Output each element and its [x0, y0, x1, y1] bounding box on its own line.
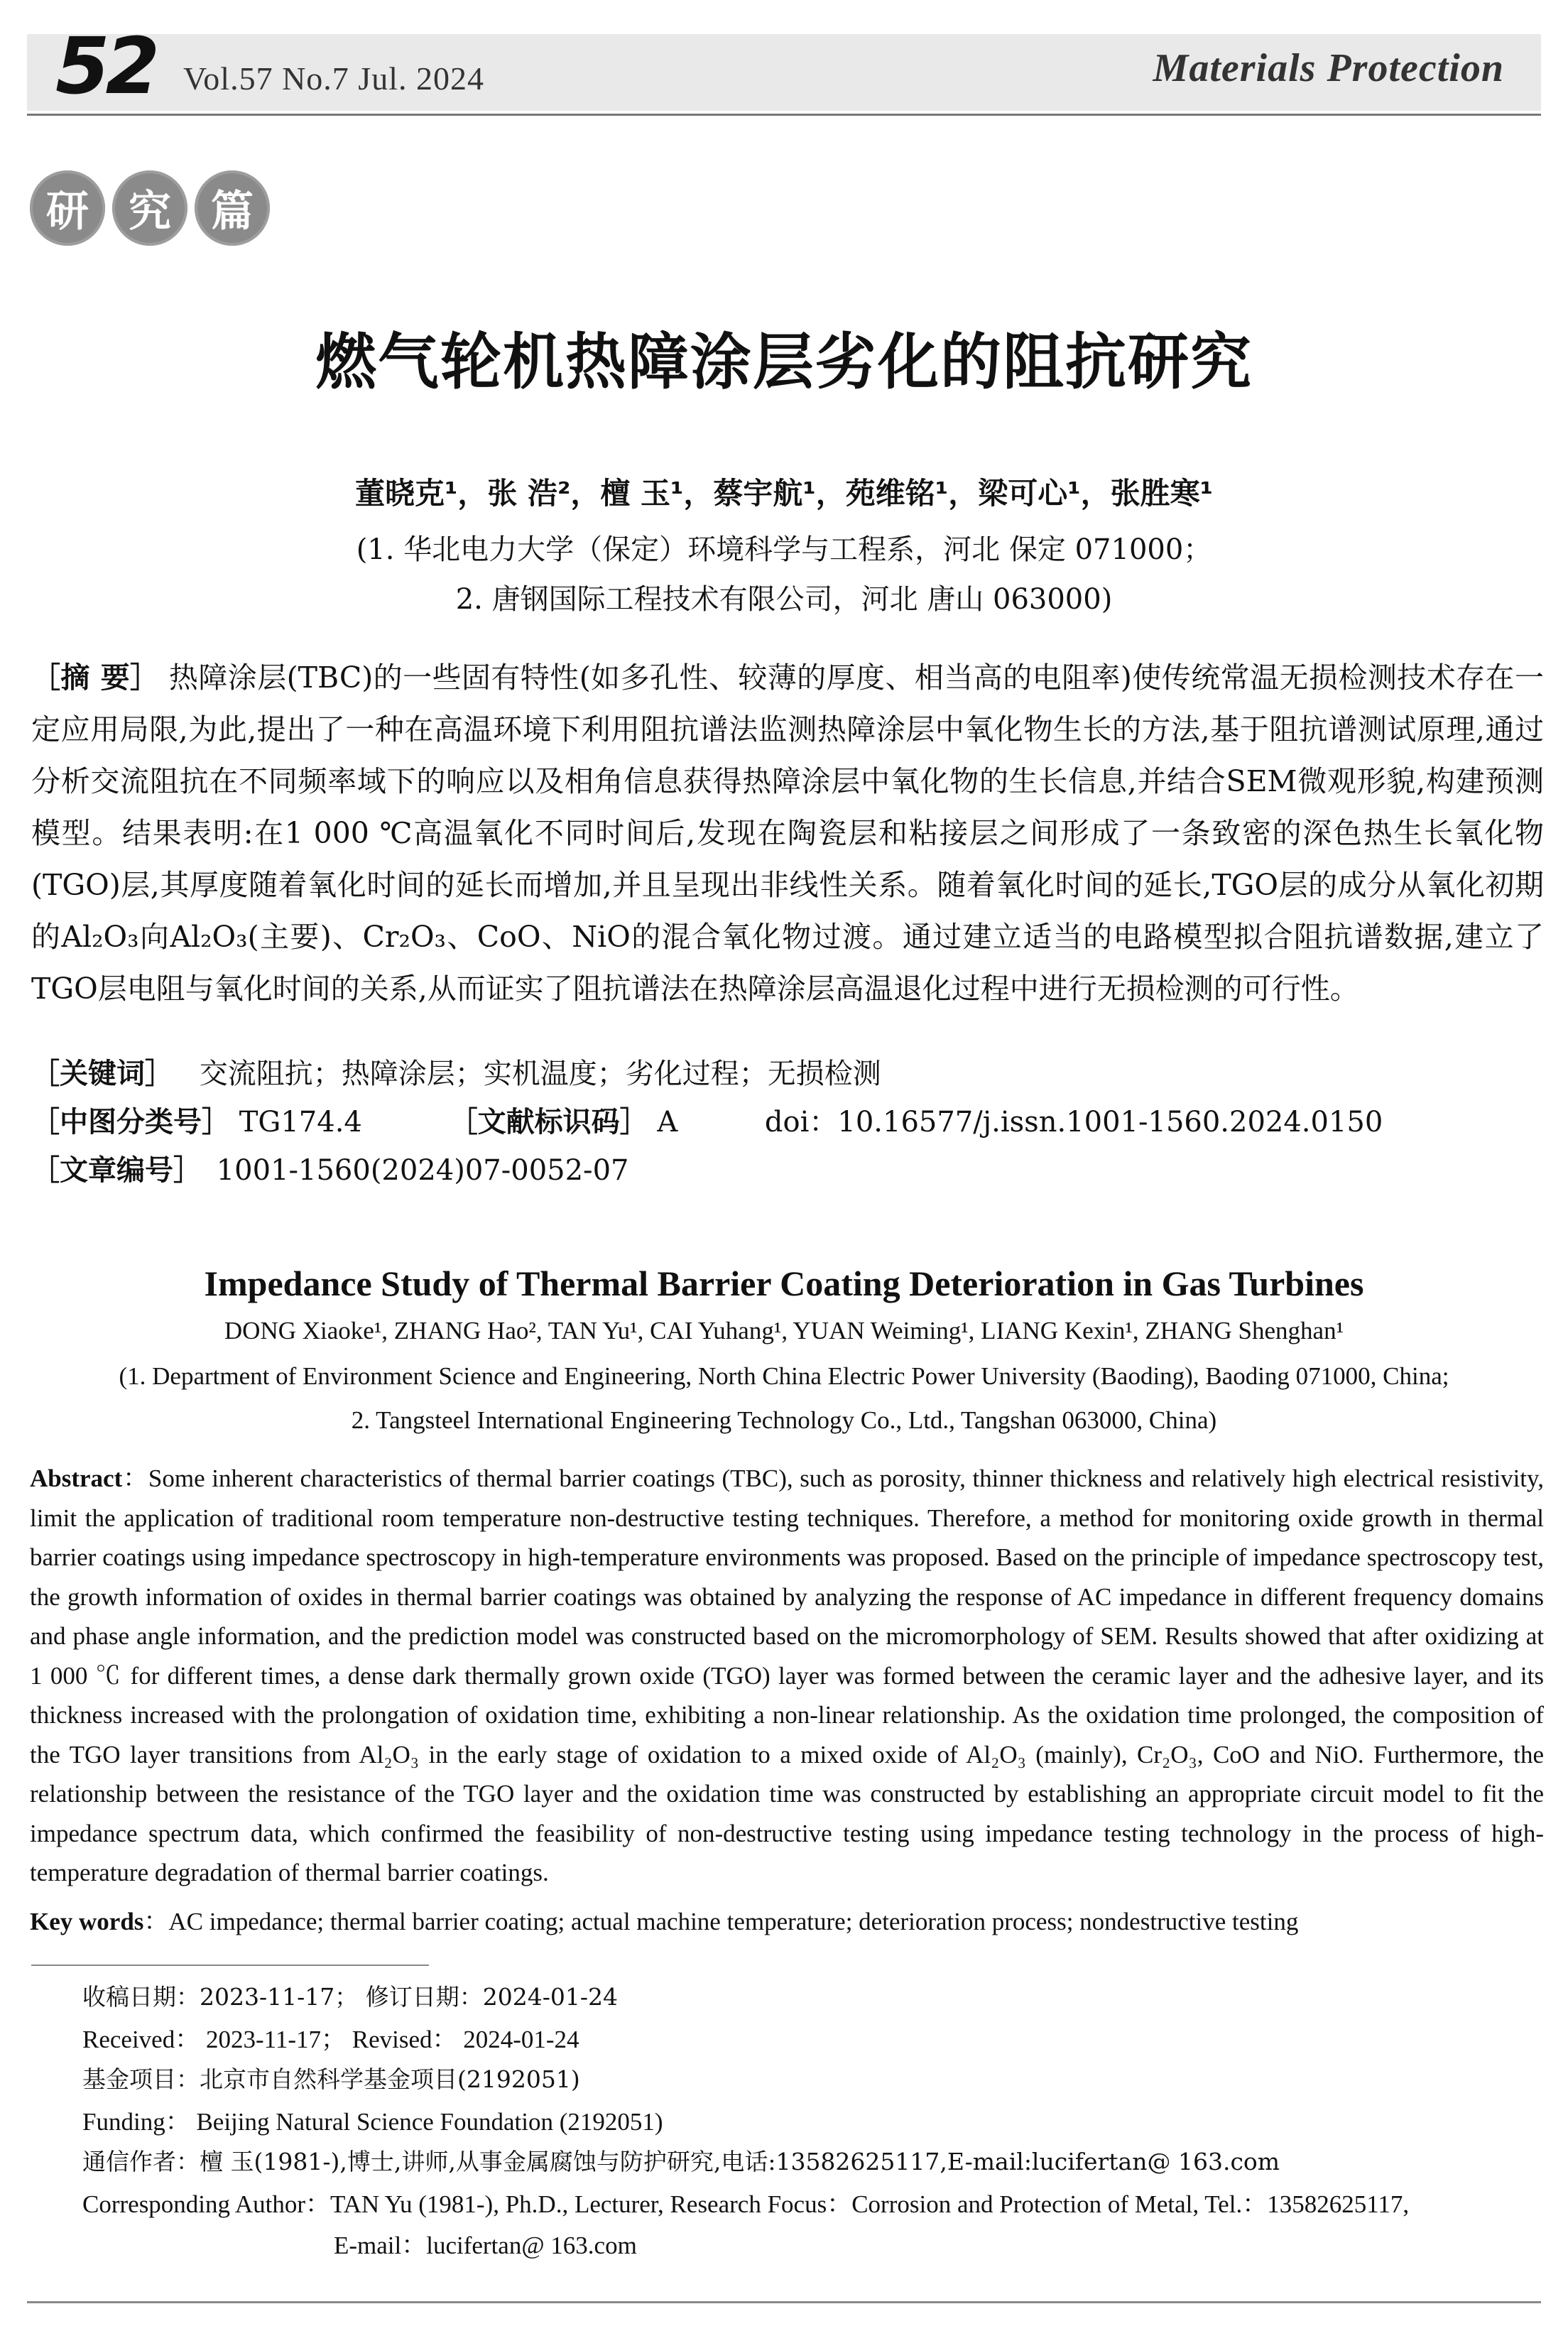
cn-article-number [31, 1148, 628, 1188]
cn-classification [31, 1099, 1383, 1140]
footnote-corresponding-en: Corresponding Author：TAN Yu (1981-), Ph.D., Lecturer, Research Focus：Corrosion and Protection of Metal, Tel.：13582625117, [82, 2190, 1410, 2218]
cn-title: 燃气轮机热障涂层劣化的阻抗研究 [315, 327, 1253, 398]
cn-clc-label: ［中图分类号］ [31, 1106, 230, 1139]
cn-affiliation-2: 2. 唐钢国际工程技术有限公司，河北 唐山 063000) [455, 583, 1113, 616]
section-badge: 篇 [195, 170, 270, 246]
cn-abstract-text: 热障涂层(TBC)的一些固有特性(如多孔性、较薄的厚度、相当高的电阻率)使传统常温无损检测技术存在一定应用局限,为此,提出了一种在高温环境下利用阻抗谱法监测热障涂层中氧化物生长的方法,基于阻抗谱测试原理,通过分析交流阻抗在不同频率域下的响应以及相角信息获得热障涂层中氧化物的生长信息,并结合SEM微观形貌,构建预测模型。结果表明:在1 000 ℃高温氧化不同时间后,发现在陶瓷层和粘接层之间形成了一条致密的深色热生长氧化物(TGO)层,其厚度随着氧化时间的延长而增加,并且呈现出非线性关系。随着氧化时间的延长,TGO层的成分从氧化初期的Al₂O₃向Al₂O₃(主要)、Cr₂O₃、CoO、NiO的混合氧化物过渡。通过建立适当的电路模型拟合阻抗谱数据,建立了TGO层电阻与氧化时间的关系,从而证实了阻抗谱法在热障涂层高温退化过程中进行无损检测的可行性。 [31, 661, 1544, 1006]
en-affiliation-2: 2. Tangsteel International Engineering Technology Co., Ltd., Tangshan 063000, China) [351, 1406, 1217, 1434]
cn-keywords-text: 交流阻抗；热障涂层；实机温度；劣化过程；无损检测 [199, 1058, 881, 1090]
cn-authors: 董晓克¹，张 浩²，檀 玉¹，蔡宇航¹，苑维铭¹，梁可心¹，张胜寒¹ [354, 476, 1213, 511]
page-number: 52 [55, 21, 156, 112]
cn-abstract-label: ［摘 要］ [31, 661, 160, 695]
en-keywords-text: ：AC impedance; thermal barrier coating; actual machine temperature; deterioration process; nondestructive testing [143, 1908, 1299, 1935]
section-badge: 究 [112, 170, 187, 246]
en-abstract [30, 1459, 1544, 1893]
cn-clc-value: TG174.4 [239, 1106, 362, 1139]
footnote-corresponding-cn: 通信作者：檀 玉(1981-),博士,讲师,从事金属腐蚀与防护研究,电话:13582625117,E-mail:lucifertan@ 163.com [82, 2148, 1280, 2175]
footnote-funding-cn: 基金项目：北京市自然科学基金项目(2192051) [82, 2065, 580, 2093]
footnote-received-en: Received： 2023-11-17； Revised： 2024-01-24 [82, 2026, 579, 2053]
footnote-funding-en: Funding： Beijing Natural Science Foundation (2192051) [82, 2108, 663, 2136]
en-authors: DONG Xiaoke¹, ZHANG Hao², TAN Yu¹, CAI Yuhang¹, YUAN Weiming¹, LIANG Kexin¹, ZHANG Shenghan¹ [224, 1317, 1344, 1344]
cn-article-label: ［文章编号］ [31, 1154, 202, 1187]
section-badge: 研 [30, 170, 105, 246]
en-affiliation-1: (1. Department of Environment Science and Engineering, North China Electric Power University (Baoding), Baoding 071000, China; [119, 1362, 1449, 1390]
cn-keywords [31, 1051, 881, 1092]
en-keywords-label: Key words [30, 1908, 144, 1935]
cn-doi: doi：10.16577/j.issn.1001-1560.2024.0150 [764, 1106, 1383, 1139]
footnote-corresponding-email: E-mail：lucifertan@ 163.com [334, 2232, 637, 2259]
footnote-received-cn: 收稿日期：2023-11-17； 修订日期：2024-01-24 [82, 1983, 619, 2011]
cn-affiliation-1: (1. 华北电力大学（保定）环境科学与工程系，河北 保定 071000； [356, 533, 1212, 566]
cn-doc-label: ［文献标识码］ [449, 1106, 648, 1139]
footnote-rule [31, 1965, 429, 1966]
cn-article-value: 1001-1560(2024)07-0052-07 [216, 1154, 629, 1187]
volume-info: Vol.57 No.7 Jul. 2024 [183, 60, 484, 97]
header-rule [27, 114, 1541, 116]
journal-name: Materials Protection [1153, 46, 1504, 90]
en-title: Impedance Study of Thermal Barrier Coating Deterioration in Gas Turbines [204, 1264, 1364, 1303]
section-badges [30, 170, 270, 246]
en-keywords [30, 1902, 1298, 1938]
en-abstract-text: ：Some inherent characteristics of thermal barrier coatings (TBC), such as porosity, thinner thickness and relatively high electrical resistivity, limit the application of traditional room temperature non-destructive testing techniques. Therefore, a method for monitoring oxide growth in thermal barrier coatings using impedance spectroscopy in high-temperature environments was proposed. Based on the principle of impedance spectroscopy test, the growth information of oxides in thermal barrier coatings was obtained by analyzing the response of AC impedance in different frequency domains and phase angle information, and the prediction model was constructed based on the micromorphology of SEM. Results showed that after oxidizing at 1 000 ℃ for different times, a dense dark thermally grown oxide (TGO) layer was formed between the ceramic layer and the adhesive layer, and its thickness increased with the prolongation of oxidation time, exhibiting a non-linear relationship. As the oxidation time prolonged, the composition of the TGO layer transitions from Al₂O₃ in the early stage of oxidation to a mixed oxide of Al₂O₃ (mainly), Cr₂O₃, CoO and NiO. Furthermore, the relationship between the resistance of the TGO layer and the oxidation time was constructed by establishing an appropriate circuit model to fit the impedance spectrum data, which confirmed the feasibility of non-destructive testing using impedance testing technology in the process of high-temperature degradation of thermal barrier coatings. [30, 1465, 1544, 1886]
cn-abstract [31, 652, 1544, 1015]
cn-doc-value: A [657, 1106, 678, 1139]
bottom-rule [27, 2301, 1541, 2303]
en-abstract-label: Abstract [30, 1465, 123, 1492]
cn-keywords-label: ［关键词］ [31, 1058, 173, 1090]
